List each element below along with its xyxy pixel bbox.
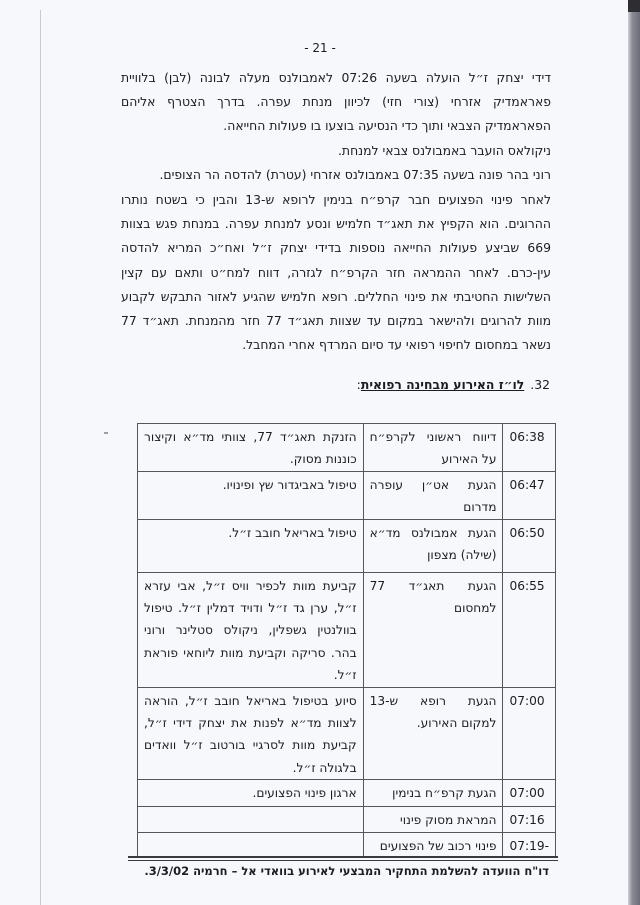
action-cell: קביעת מוות לכפיר וויס ז״ל, אבי עזרא ז״ל, ערן גד ז״ל ודויד דמלין ז״ל. טיפול בוולנטין גשפלין, ניקולס סטלינר ורוני בהר. סריקה וקביעת מוות ליוחאי פוראת ז״ל. [138, 572, 364, 687]
action-cell [138, 832, 364, 857]
page-number: - 21 - [304, 41, 336, 55]
paragraph-text: דידי יצחק ז״ל הועלה בשעה 07:26 לאמבולנס מעלה לבונה (לבן) בלוויית פאראמדיק אזרחי (צורי חזי) לכיוון מנחת עפרה. בדרך הצטרף אליהם הפאראמדיק הצבאי ותוך כדי הנסיעה בוצעו בו פעולות החייאה. [121, 70, 552, 134]
table-row [138, 832, 556, 857]
section-suffix: : [356, 377, 361, 392]
time-cell: 06:50 [503, 519, 556, 572]
paragraph-text: לאחר פינוי הפצועים חבר קרפ״ח בנימין לרופא ש-13 והבין כי בשטח נותרו ההרוגים. הוא הקפיץ את תאג״ד חלמיש ונסע למנחת עפרה. במנחת פגש בצוות 669 שביצע פעולות החייאה נוספות בדידי יצחק ז״ל ואח״כ המריא להדסה עין-כרם. לאחר ההמראה חזר הקרפ״ח לגזרה, דווח למח״ט ותאם עם קצין השלישות החטיבתי את פינוי החללים. רופא חלמיש שהגיע לאזור התבקש לקבוע מוות להרוגים ולהישאר במקום עד שצוות תאג״ד 77 חזר מהמנחת. תאג״ד 77 נשאר במחסום לחיפוי רפואי עד סיום המרדף אחרי המחבל. [121, 192, 552, 353]
time-cell: 07:19- [503, 832, 556, 857]
action-cell: טיפול באביגדור שץ ופינויו. [138, 471, 364, 519]
footer-text: דו"ח הוועדה להשלמת התחקיר המבצעי לאירוע בוואדי אל – חרמיה 3/3/02. [144, 864, 549, 878]
scan-corner-shadow [628, 0, 640, 12]
event-cell: פינוי רכוב של הפצועים [363, 832, 503, 857]
table-row [138, 471, 556, 519]
table-row [138, 687, 556, 780]
event-cell: הגעת אמבולנס מד״א (שילה) מצפון [363, 519, 503, 572]
paragraph-3 [121, 163, 551, 187]
event-cell: הגעת רופא ש-13 למקום האירוע. [363, 687, 503, 780]
event-cell: הגעת קרפ״ח בנימין [363, 780, 503, 807]
table-row [138, 424, 556, 472]
action-cell: סיוע בטיפול באריאל חובב ז״ל, הוראה לצוות מד״א לפנות את יצחק דידי ז״ל, קביעת מוות לסרגיי בורטוב ז״ל וואדים בלגולה ז״ל. [138, 687, 364, 780]
scan-speck [104, 432, 108, 434]
action-cell: הזנקת תאג״ד 77, צוותי מד״א וקיצור כוננות מסוק. [138, 424, 364, 472]
action-cell [138, 807, 364, 832]
paragraph-text: ניקולאס הועבר באמבולנס צבאי למנחת. [337, 143, 551, 158]
table-row [138, 807, 556, 832]
event-cell: דיווח ראשוני לקרפ״ח על האירוע [363, 424, 503, 472]
section-heading [357, 377, 550, 392]
footer-rule-thin [128, 860, 558, 861]
time-cell: 06:55 [503, 572, 556, 687]
section-title: לו״ז האירוע מבחינה רפואית [360, 377, 525, 392]
footer-rule [128, 856, 558, 858]
paragraph-text: רוני בהר פונה בשעה 07:35 באמבולנס אזרחי (עטרת) להדסה הר הצופים. [159, 167, 551, 182]
time-cell: 07:16 [503, 807, 556, 832]
table-row [138, 572, 556, 687]
event-cell: המראת מסוק פינוי [363, 807, 503, 832]
action-cell: טיפול באריאל חובב ז״ל. [138, 519, 364, 572]
medical-timeline-table [137, 423, 556, 858]
paragraph-2 [121, 139, 551, 163]
section-number: 32. [530, 377, 550, 392]
table-row [138, 519, 556, 572]
paragraph-4 [121, 188, 551, 357]
time-cell: 07:00 [503, 780, 556, 807]
event-cell: הגעת אט״ן עופרה מדרום [363, 471, 503, 519]
scan-left-rule [40, 10, 41, 905]
paragraph-1 [121, 66, 551, 139]
time-cell: 06:38 [503, 424, 556, 472]
scan-binding-edge [628, 0, 640, 905]
time-cell: 07:00 [503, 687, 556, 780]
event-cell: הגעת תאג״ד 77 למחסום [363, 572, 503, 687]
action-cell: ארגון פינוי הפצועים. [138, 780, 364, 807]
time-cell: 06:47 [503, 471, 556, 519]
table-row [138, 780, 556, 807]
